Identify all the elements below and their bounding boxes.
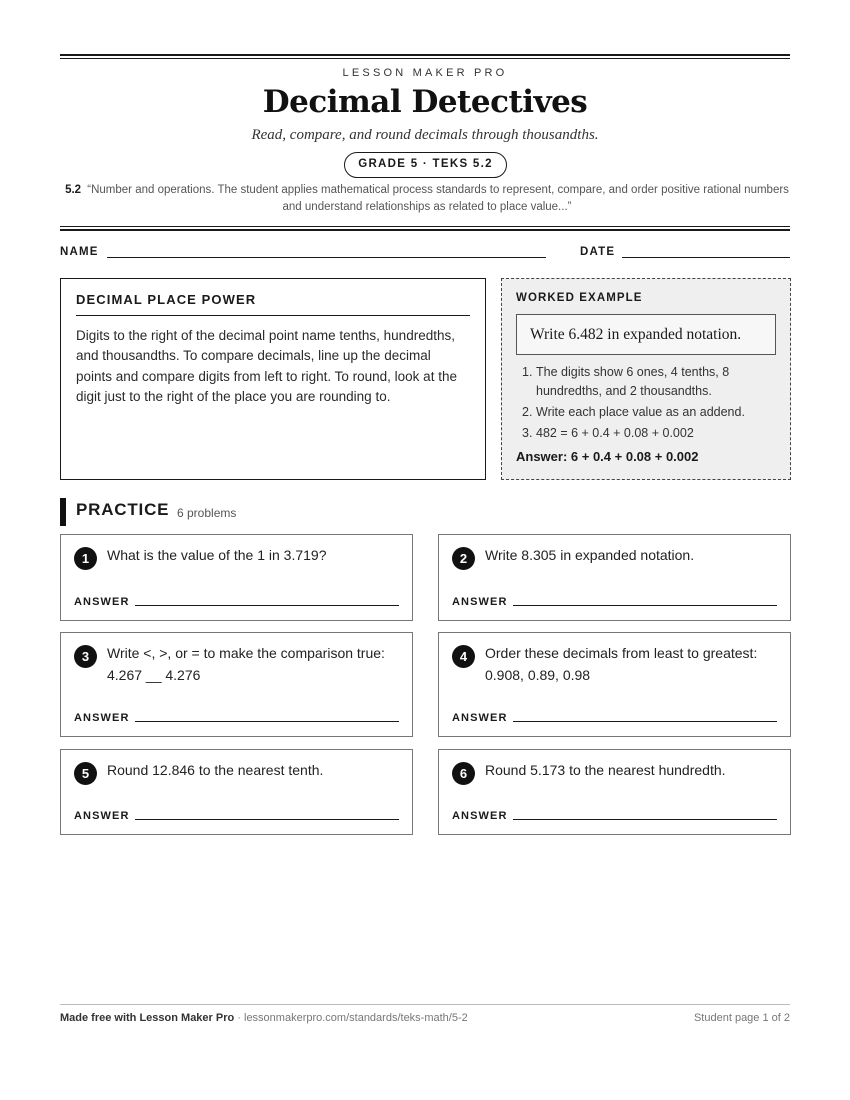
problem-number: 5 bbox=[74, 762, 97, 785]
answer-line[interactable] bbox=[135, 819, 399, 820]
worked-example-box bbox=[501, 278, 791, 480]
problem-text: Write <, >, or = to make the comparison true: 4.267 __ 4.276 bbox=[107, 645, 385, 683]
answer-line[interactable] bbox=[513, 605, 777, 606]
date-label: DATE bbox=[580, 246, 616, 258]
worksheet-page bbox=[60, 0, 790, 1100]
problem-number: 2 bbox=[452, 547, 475, 570]
step-number: 3. bbox=[522, 426, 533, 440]
problem-card bbox=[60, 534, 413, 621]
standard-statement bbox=[64, 182, 790, 215]
step-number: 2. bbox=[522, 405, 533, 419]
worked-example-problem: Write 6.482 in expanded notation. bbox=[516, 314, 776, 355]
worked-example-step bbox=[516, 403, 776, 422]
problem-card bbox=[438, 749, 791, 835]
answer-label: ANSWER bbox=[452, 712, 508, 724]
standard-code: 5.2 bbox=[65, 184, 82, 196]
answer-line[interactable] bbox=[513, 721, 777, 722]
standard-text: “Number and operations. The student applies mathematical process standards to represent, compare, and order positive rational numbers and understand relationships as related to place value...” bbox=[87, 184, 789, 213]
step-text: The digits show 6 ones, 4 tenths, 8 hundredths, and 2 thousandths. bbox=[536, 365, 730, 398]
worked-example-answer: Answer: 6 + 0.4 + 0.08 + 0.002 bbox=[516, 449, 699, 464]
worksheet-subtitle: Read, compare, and round decimals through thousandths. bbox=[251, 127, 599, 143]
problem-number: 6 bbox=[452, 762, 475, 785]
practice-accent-bar bbox=[60, 498, 66, 526]
problem-text: Round 5.173 to the nearest hundredth. bbox=[485, 762, 726, 778]
problem-number: 3 bbox=[74, 645, 97, 668]
footer-made-with: Made free with Lesson Maker Pro bbox=[60, 1012, 235, 1024]
answer-line[interactable] bbox=[135, 721, 399, 722]
answer-label: ANSWER bbox=[452, 810, 508, 822]
name-date-row bbox=[60, 246, 790, 262]
step-number: 1. bbox=[522, 365, 533, 379]
problem-card bbox=[60, 632, 413, 737]
problem-card bbox=[438, 632, 791, 737]
answer-line[interactable] bbox=[135, 605, 399, 606]
practice-heading: PRACTICE bbox=[76, 500, 170, 519]
concept-title: DECIMAL PLACE POWER bbox=[76, 292, 470, 316]
concept-box bbox=[60, 278, 486, 480]
date-line[interactable] bbox=[622, 257, 790, 258]
answer-label: ANSWER bbox=[74, 810, 130, 822]
answer-line[interactable] bbox=[513, 819, 777, 820]
answer-label: ANSWER bbox=[452, 596, 508, 608]
problem-number: 4 bbox=[452, 645, 475, 668]
footer-credit bbox=[60, 1012, 468, 1024]
name-label: NAME bbox=[60, 246, 99, 258]
footer-url[interactable]: · lessonmakerpro.com/standards/teks-math/5-2 bbox=[234, 1012, 468, 1024]
practice-count: 6 problems bbox=[177, 506, 237, 520]
problem-text: Order these decimals from least to greatest: 0.908, 0.89, 0.98 bbox=[485, 645, 758, 683]
worked-example-title: WORKED EXAMPLE bbox=[516, 292, 643, 304]
name-line[interactable] bbox=[107, 257, 546, 258]
concept-body: Digits to the right of the decimal point name tenths, hundredths, and thousandths. To compare decimals, line up the decimal points and compare digits from left to right. To round, look at the digit just to the right of the place you are rounding to. bbox=[76, 328, 457, 404]
brand-label: LESSON MAKER PRO bbox=[342, 67, 508, 79]
answer-label: ANSWER bbox=[74, 596, 130, 608]
step-text: Write each place value as an addend. bbox=[536, 405, 745, 419]
problem-card bbox=[60, 749, 413, 835]
worksheet-title: Decimal Detectives bbox=[262, 84, 588, 120]
worked-example-step bbox=[516, 424, 776, 443]
worked-example-steps bbox=[516, 363, 776, 443]
problem-text: What is the value of the 1 in 3.719? bbox=[107, 547, 327, 563]
header-top-rule bbox=[60, 54, 790, 59]
answer-label: ANSWER bbox=[74, 712, 130, 724]
problem-card bbox=[438, 534, 791, 621]
footer-rule bbox=[60, 1004, 790, 1005]
problem-text: Write 8.305 in expanded notation. bbox=[485, 547, 695, 563]
problem-number: 1 bbox=[74, 547, 97, 570]
footer-page-number: Student page 1 of 2 bbox=[693, 1012, 790, 1024]
step-text: 482 = 6 + 0.4 + 0.08 + 0.002 bbox=[536, 426, 694, 440]
header-bottom-rule bbox=[60, 226, 790, 231]
grade-badge: GRADE 5 · TEKS 5.2 bbox=[344, 152, 507, 178]
problem-text: Round 12.846 to the nearest tenth. bbox=[107, 762, 324, 778]
worked-example-step bbox=[516, 363, 776, 401]
